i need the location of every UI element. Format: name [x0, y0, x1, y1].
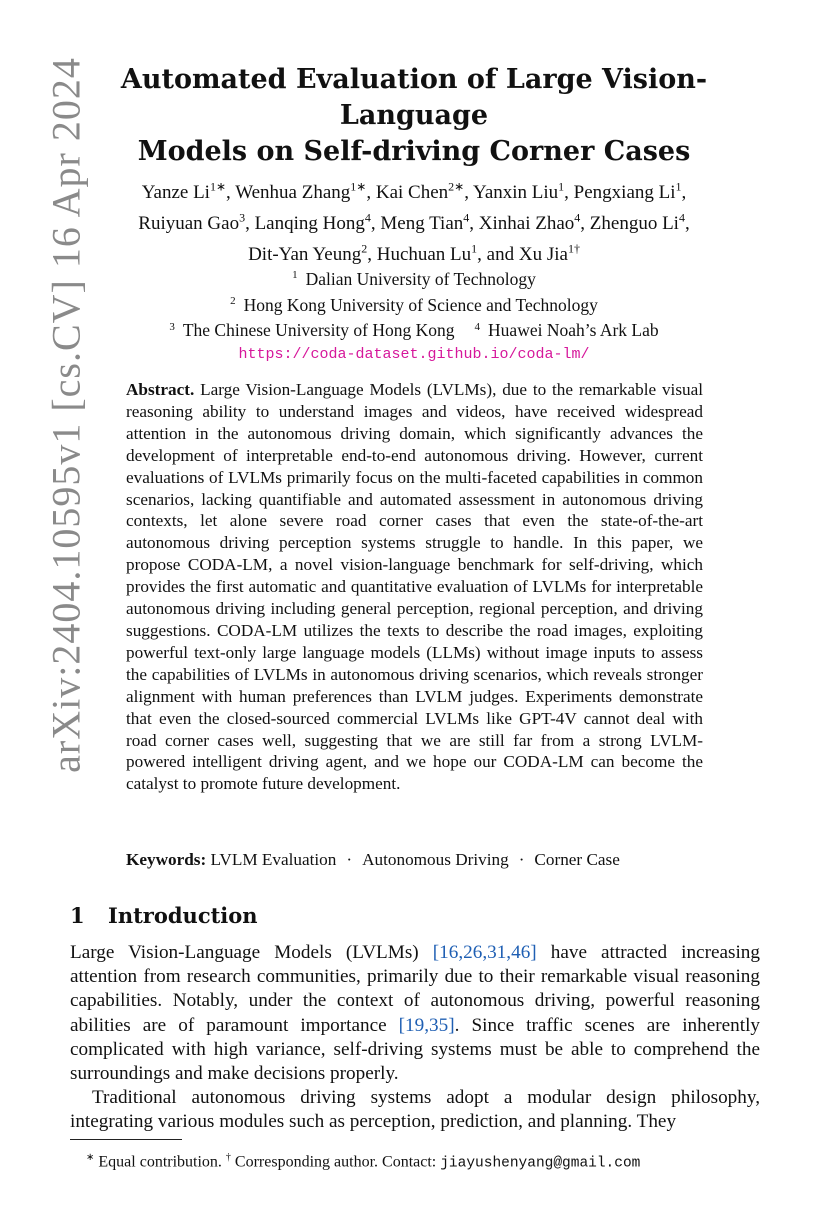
body-text [70, 941, 760, 1135]
title-line-2: Models on Self-driving Corner Cases [137, 136, 691, 167]
author-list [70, 175, 758, 267]
author: Yanze $Li^{1∗}$, [141, 180, 236, 204]
author: Kai Chen$^{2∗}$, [375, 180, 473, 204]
affiliation: $^3$ The Chinese University of Hong Kong [169, 320, 455, 341]
affiliation: $^1$ Dalian University of Technology [292, 268, 536, 289]
paper-title [70, 62, 758, 170]
arxiv-stamp-text: arXiv:2404.10595v1 [cs.CV] 16 Apr 2024 [43, 57, 89, 773]
project-url-link[interactable]: https://coda-dataset.github.io/coda-lm/ [238, 346, 590, 364]
section-heading [70, 902, 258, 930]
author: Dit-Yan Yeung$^2$, [248, 241, 377, 265]
keyword: Corner Case [534, 850, 620, 869]
author: Pengxiang Li$^1$, [573, 180, 687, 204]
title-line-1: Automated Evaluation of Large Vision-Language [120, 64, 708, 131]
citation-link[interactable]: [19,35] [398, 1014, 455, 1036]
section-number: 1 [70, 903, 85, 928]
contact-email[interactable]: jiayushenyang@gmail.com [440, 1155, 641, 1172]
footnote: ∗ Equal contribution. † Corresponding author. Contact: jiayushenyang@gmail.com [86, 1152, 641, 1172]
abstract [126, 379, 703, 795]
author: Meng Tian$^4$, [380, 210, 479, 235]
affiliation: $^4$ Huawei Noah’s Ark Lab [474, 320, 659, 341]
author: Xinhai Zhao$^4$, [478, 210, 590, 235]
abstract-text: Large Vision-Language Models (LVLMs), due to the remarkable visual reasoning ability to understand images and videos, have received widespread attention in the autonomous driving domain, which significantly advances the development of interpretable end-to-end autonomous driving. However, current evaluations of LVLMs primarily focus on the multi-faceted capabilities in common scenarios, lacking quantifiable and automated assessment in autonomous driving contexts, let alone severe road corner cases that even the state-of-the-art autonomous driving perception systems struggle to handle. In this paper, we propose CODA-LM, a novel vision-language benchmark for self-driving, which provides the first automatic and quantitative evaluation of LVLMs for interpretable autonomous driving including general perception, regional perception, and driving suggestions. CODA-LM utilizes the texts to describe the road images, exploiting powerful text-only large language models (LLMs) without image inputs to assess the capabilities of LVLMs in autonomous driving scenarios, which reveals stronger alignment with human preferences than LVLM judges. Experiments demonstrate that even the closed-sourced commercial LVLMs like GPT-4V cannot deal with road corner cases well, suggesting that we are still far from a strong LVLM-powered intelligent driving agent, and we hope our CODA-LM can become the catalyst to promote future development. [126, 380, 704, 794]
abstract-label: Abstract. [126, 380, 195, 399]
keywords-label: Keywords: [126, 850, 207, 869]
affiliations [70, 264, 758, 366]
keywords: Keywords: LVLM Evaluation · Autonomous Driving · Corner Case [126, 850, 620, 869]
affiliation-row [70, 316, 758, 342]
author: Wenhua Zhang$^{1∗}$, [235, 180, 376, 204]
paragraph: Large Vision-Language Models (LVLMs) [16,26,31,46] have attracted increasing attention from research communities, primarily due to their remarkable visual reasoning capabilities. Notably, under the context of autonomous driving, powerful reasoning abilities are of paramount importance [19,35]. Since traffic scenes are inherently complicated with high variance, self-driving systems must be able to comprehend the surroundings and make decisions properly. [70, 942, 761, 1085]
author: Huchuan Lu$^1$, and [376, 241, 519, 265]
citation-link[interactable]: [16,26,31,46] [432, 942, 537, 963]
paragraph: Traditional autonomous driving systems adopt a modular design philosophy, integrating various modules such as perception, prediction, and planning. They [70, 1087, 760, 1133]
author: Ruiyuan Gao$^3$, [138, 210, 255, 235]
keyword: Autonomous Driving [362, 850, 509, 869]
author: Yanxin Liu$^1$, [473, 180, 574, 204]
author: Zhenguo Li$^4$, [589, 210, 690, 235]
section-title: Introduction [108, 903, 258, 928]
author: Lanqing Hong$^4$, [254, 210, 381, 235]
footnote-rule [70, 1139, 182, 1140]
keyword: LVLM Evaluation [210, 850, 337, 869]
affiliation: $^2$ Hong Kong University of Science and Technology [230, 294, 598, 315]
author: Xu Jia$^{1\dagger}$ [518, 241, 580, 265]
